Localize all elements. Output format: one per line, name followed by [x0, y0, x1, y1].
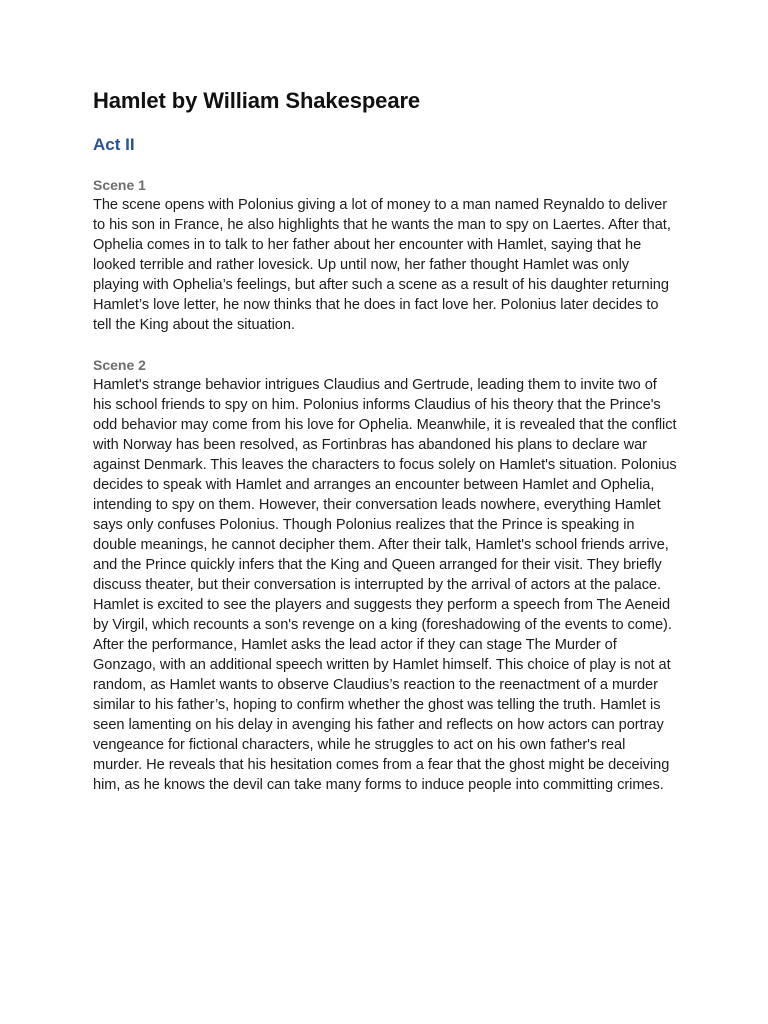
- scene-section: [93, 355, 678, 795]
- document-page: [93, 86, 678, 795]
- scene-label: Scene 2: [93, 357, 146, 373]
- scene-label: Scene 1: [93, 177, 146, 193]
- scene-paragraph: Hamlet's strange behavior intrigues Claudius and Gertrude, leading them to invite two of his school friends to spy on him. Polonius informs Claudius of his theory that the Prince's odd behavior may come from his love for Ophelia. Meanwhile, it is revealed that the conflict with Norway has been resolved, as Fortinbras has abandoned his plans to declare war against Denmark. This leaves the characters to focus solely on Hamlet's situation. Polonius decides to speak with Hamlet and arranges an encounter between Hamlet and Ophelia, intending to spy on them. However, their conversation leads nowhere, everything Hamlet says only confuses Polonius. Though Polonius realizes that the Prince is speaking in double meanings, he cannot decipher them. After their talk, Hamlet's school friends arrive, and the Prince quickly infers that the King and Queen arranged for their visit. They briefly discuss theater, but their conversation is interrupted by the arrival of actors at the palace. Hamlet is excited to see the players and suggests they perform a speech from The Aeneid by Virgil, which recounts a son's revenge on a king (foreshadowing of the events to come). After the performance, Hamlet asks the lead actor if they can stage The Murder of Gonzago, with an additional speech written by Hamlet himself. This choice of play is not at random, as Hamlet wants to observe Claudius’s reaction to the reenactment of a murder similar to his father’s, hoping to confirm whether the ghost was telling the truth. Hamlet is seen lamenting on his delay in avenging his father and reflects on how actors can portray vengeance for fictional characters, while he struggles to act on his own father's real murder. He reveals that his hesitation comes from a fear that the ghost might be deceiving him, as he knows the devil can take many forms to induce people into committing crimes.: [93, 377, 677, 793]
- scene-paragraph: The scene opens with Polonius giving a lot of money to a man named Reynaldo to deliver to his son in France, he also highlights that he wants the man to spy on Laertes. After that, Ophelia comes in to talk to her father about her encounter with Hamlet, saying that he looked terrible and rather lovesick. Up until now, her father thought Hamlet was only playing with Ophelia’s feelings, but after such a scene as a result of his daughter returning Hamlet’s love letter, he now thinks that he does in fact love her. Polonius later decides to tell the King about the situation.: [93, 197, 671, 333]
- scene-section: [93, 175, 678, 335]
- act-heading: Act II: [93, 135, 135, 154]
- document-title: Hamlet by William Shakespeare: [93, 88, 421, 113]
